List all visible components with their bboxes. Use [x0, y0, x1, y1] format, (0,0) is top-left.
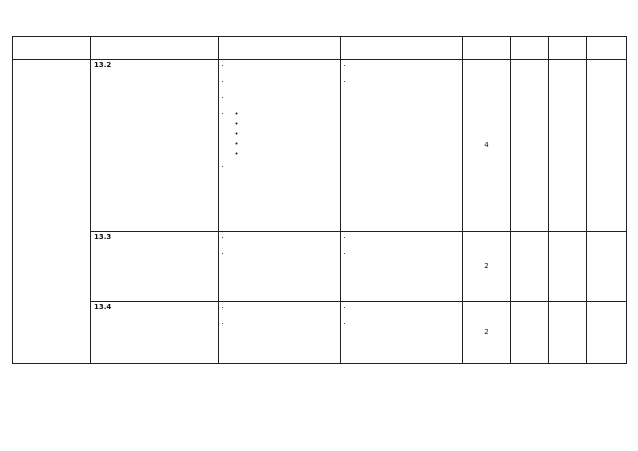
competency-level-text: [109, 232, 219, 302]
outcomes-cell: [341, 302, 463, 364]
proposed-date-cell: [511, 60, 549, 232]
content-item: [231, 94, 337, 104]
competency-level-number: 13.2: [91, 60, 109, 232]
periods-cell: 4: [463, 60, 511, 232]
outcome-item: [353, 78, 459, 88]
periods-cell: 2: [463, 302, 511, 364]
competency-cell: [13, 60, 91, 364]
content-subitem: [245, 130, 337, 137]
header-periods: [463, 37, 511, 60]
header-proposed-date: [511, 37, 549, 60]
header-completed-date: [549, 37, 587, 60]
header-learning-outcomes: [341, 37, 463, 60]
content-item: [231, 304, 337, 314]
table-row: [13, 232, 627, 302]
competency-level-number: 13.4: [91, 302, 109, 364]
content-item: [231, 250, 337, 260]
header-remarks: [587, 37, 627, 60]
competency-level-text: [109, 302, 219, 364]
periods-cell: 2: [463, 232, 511, 302]
remarks-cell: [587, 232, 627, 302]
content-subitem: [245, 140, 337, 147]
proposed-date-cell: [511, 302, 549, 364]
content-subitem: [245, 110, 337, 117]
outcome-item: [353, 250, 459, 260]
outcome-item: [353, 304, 459, 314]
content-cell: [219, 60, 341, 232]
content-subitem: [245, 120, 337, 127]
competency-level-number: 13.3: [91, 232, 109, 302]
content-item: [231, 110, 337, 157]
completed-date-cell: [549, 60, 587, 232]
outcomes-cell: [341, 60, 463, 232]
table-row: [13, 302, 627, 364]
completed-date-cell: [549, 302, 587, 364]
content-cell: [219, 302, 341, 364]
outcome-item: [353, 234, 459, 244]
proposed-date-cell: [511, 232, 549, 302]
remarks-cell: [587, 60, 627, 232]
header-competency: [13, 37, 91, 60]
outcome-item: [353, 62, 459, 72]
remarks-cell: [587, 302, 627, 364]
content-item: [231, 163, 337, 173]
header-content: [219, 37, 341, 60]
content-item: [231, 234, 337, 244]
content-item: [231, 320, 337, 330]
content-item: [231, 78, 337, 88]
content-subitem: [245, 150, 337, 157]
competency-level-text: [109, 60, 219, 232]
curriculum-table: [12, 36, 627, 364]
table-row: [13, 60, 627, 232]
content-cell: [219, 232, 341, 302]
outcome-item: [353, 320, 459, 330]
header-competency-level: [91, 37, 219, 60]
header-row: [13, 37, 627, 60]
completed-date-cell: [549, 232, 587, 302]
outcomes-cell: [341, 232, 463, 302]
content-item: [231, 62, 337, 72]
